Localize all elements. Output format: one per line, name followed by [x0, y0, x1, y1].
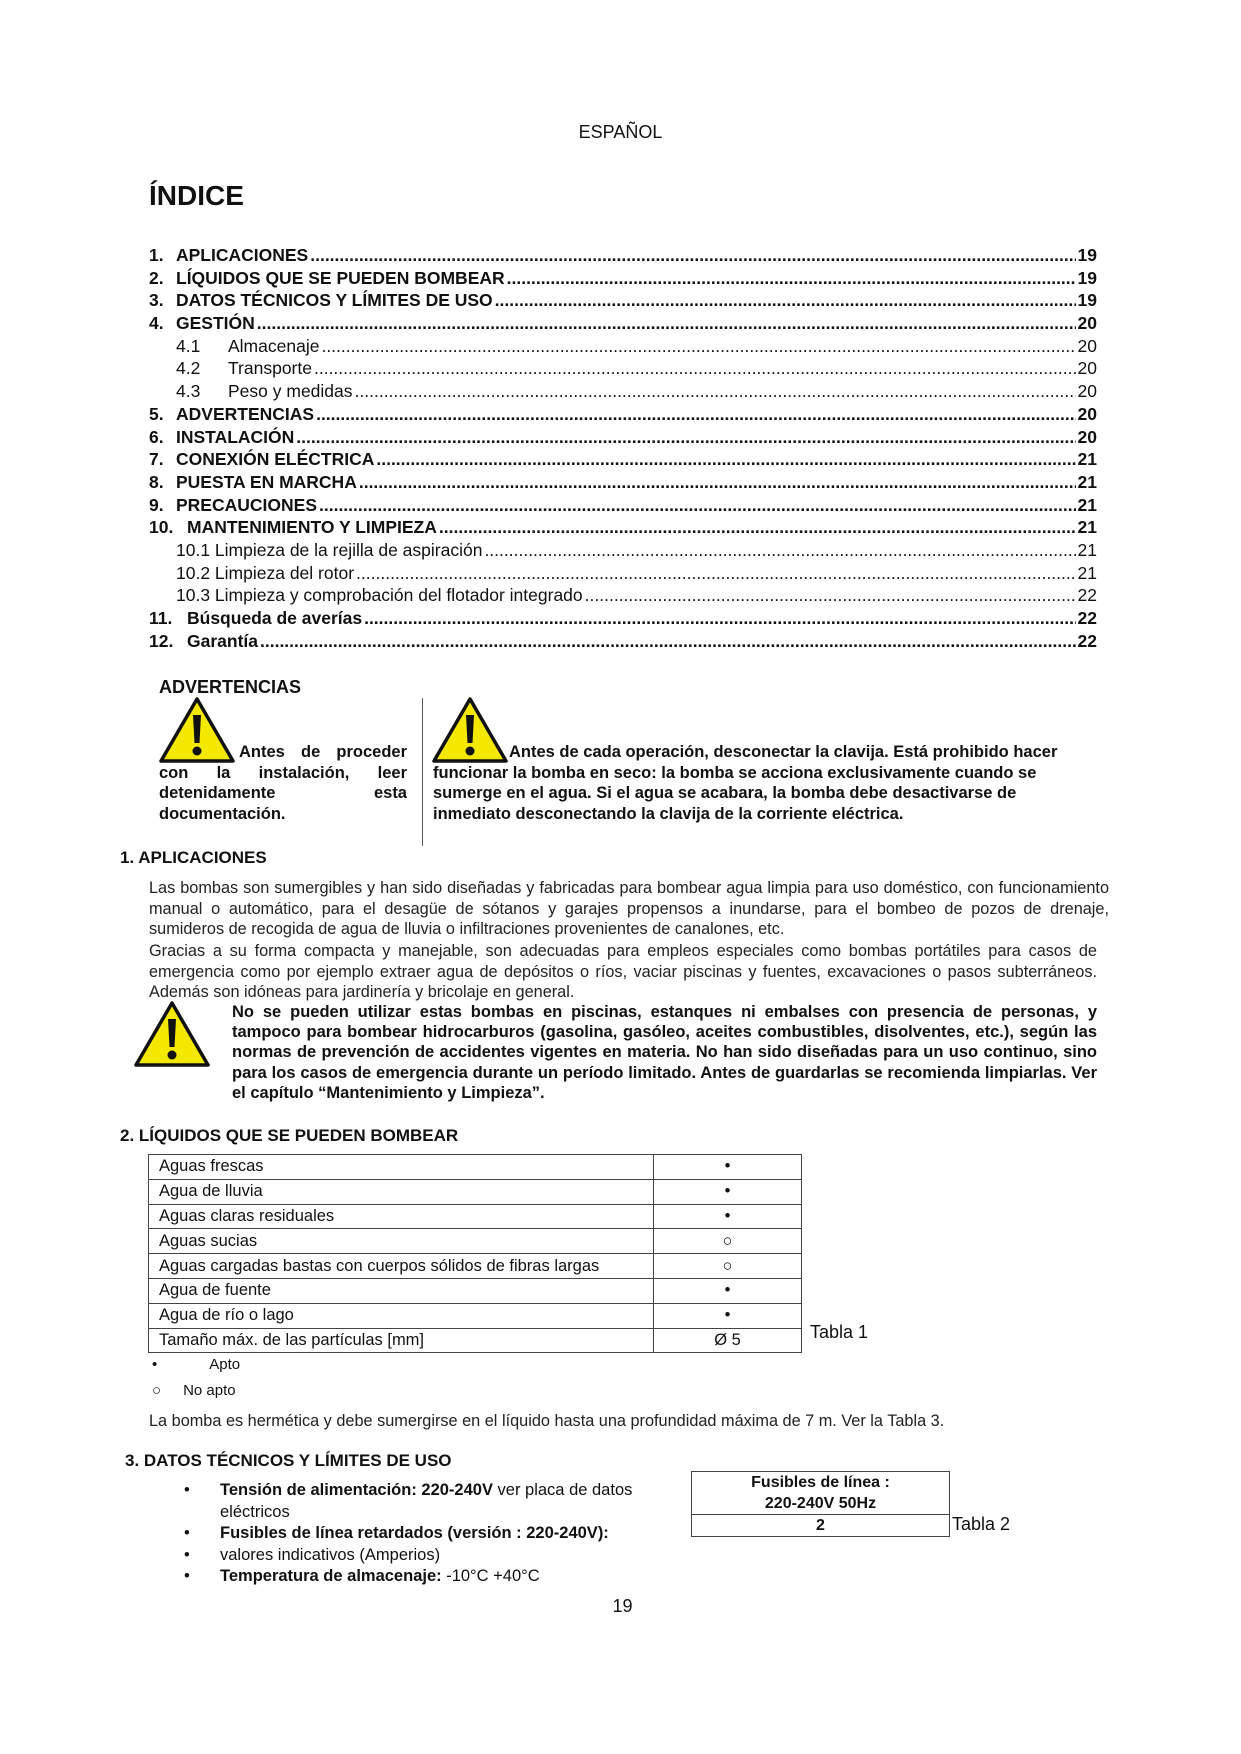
toc-leader [364, 608, 1075, 629]
toc-page: 21 [1077, 449, 1097, 470]
toc-label: PRECAUCIONES [176, 494, 317, 515]
liquid-cell: Aguas sucias [149, 1229, 654, 1254]
section-1-heading: 1. APLICACIONES [120, 848, 267, 867]
toc-entry[interactable] [149, 381, 1097, 404]
toc-page: 22 [1077, 630, 1097, 651]
toc-leader [355, 381, 1076, 402]
language-header: ESPAÑOL [578, 122, 663, 142]
toc-page: 20 [1077, 313, 1097, 334]
fuses-header: Fusibles de línea : 220-240V 50Hz [692, 1472, 950, 1515]
toc-number: 11. [149, 608, 173, 628]
toc-label: LÍQUIDOS QUE SE PUEDEN BOMBEAR [176, 267, 505, 288]
list-item: • Temperatura de almacenaje: -10°C +40°C [184, 1566, 674, 1588]
toc-page: 20 [1077, 403, 1097, 424]
liquid-cell: Aguas cargadas bastas con cuerpos sólidos de fibras largas [149, 1254, 654, 1279]
section-1-paragraph-2: Gracias a su forma compacta y manejable, son adecuadas para empleos especiales como bombas portátiles para casos de emergencia como por ejemplo extraer agua de depósitos o ríos, vaciar piscinas y fuentes, excavaciones o pasos subterráneos. Además son idóneas para jardinería y bricolaje en general. [149, 942, 1097, 1001]
warning-icon [134, 1001, 210, 1067]
legend-label: No apto [183, 1382, 236, 1399]
list-item: • valores indicativos (Amperios) [184, 1545, 674, 1567]
liquid-cell: Agua de lluvia [149, 1179, 654, 1204]
toc-label: MANTENIMIENTO Y LIMPIEZA [187, 517, 437, 538]
liquid-cell: Aguas claras residuales [149, 1204, 654, 1229]
list-item: • Tensión de alimentación: 220-240V ver placa de datos eléctricos [184, 1480, 674, 1523]
toc-leader [439, 517, 1076, 538]
toc-label: 10.1 Limpieza de la rejilla de aspiración [176, 539, 483, 560]
liquid-cell: Tamaño máx. de las partículas [mm] [149, 1328, 654, 1353]
toc-label: Transporte [228, 358, 312, 379]
toc-number: 4.1 [176, 335, 201, 356]
toc-entry[interactable] [149, 631, 1097, 654]
toc-page: 21 [1077, 539, 1097, 560]
toc-label: 10.3 Limpieza y comprobación del flotador integrado [176, 585, 583, 606]
liquid-cell: Aguas frescas [149, 1155, 654, 1180]
toc-label: 10.2 Limpieza del rotor [176, 562, 355, 583]
toc-number: 12. [149, 630, 174, 651]
liquid-cell: Agua de fuente [149, 1278, 654, 1303]
table-row [149, 1155, 802, 1180]
toc-number: 3. [149, 290, 164, 311]
page-title: ÍNDICE [149, 180, 244, 211]
warnings-heading: ADVERTENCIAS [159, 677, 302, 697]
toc-leader [356, 563, 1076, 584]
divider [422, 698, 423, 846]
toc-leader [495, 290, 1076, 311]
section-1-paragraph-1: Las bombas son sumergibles y han sido diseñadas y fabricadas para bombear agua limpia para uso doméstico, con funcionamiento manual o automático, para el desagüe de sótanos y garajes propensos a inundarse, para el bombeo de pozos de drenaje, sumideros de recogida de agua de lluvia o infiltraciones provenientes de canalones, etc. [149, 879, 1109, 938]
table-row [149, 1229, 802, 1254]
table-of-contents [149, 245, 1097, 653]
table-row [149, 1328, 802, 1353]
list-item: • Fusibles de línea retardados (versión : 220-240V): [184, 1523, 674, 1545]
toc-page: 21 [1077, 471, 1097, 492]
suitability-cell: • [654, 1179, 802, 1204]
tech-data-list [184, 1480, 674, 1588]
toc-page: 20 [1077, 335, 1097, 356]
suitability-cell: ○ [654, 1254, 802, 1279]
toc-label: INSTALACIÓN [176, 426, 295, 447]
liquid-cell: Agua de río o lago [149, 1303, 654, 1328]
toc-page: 20 [1077, 426, 1097, 447]
table-row [149, 1254, 802, 1279]
toc-entry[interactable] [149, 404, 1097, 427]
section-1-warning-text: No se pueden utilizar estas bombas en piscinas, estanques ni embalses con presencia de personas, y tampoco para bombear hidrocarburos (gasolina, gasóleo, aceites combustibles, disolventes, etc.), según las normas de prevención de accidentes vigentes en materia. No han sido diseñadas para un uso continuo, sino para los casos de emergencia durante un período limitado. Antes de guardarlas se recomienda limpiarlas. Ver el capítulo “Mantenimiento y Limpieza”. [232, 1003, 1097, 1102]
suitability-cell: ○ [654, 1229, 802, 1254]
table-row [149, 1303, 802, 1328]
suitability-cell: • [654, 1204, 802, 1229]
toc-entry[interactable] [149, 313, 1097, 336]
toc-entry[interactable] [149, 449, 1097, 472]
toc-leader [585, 585, 1076, 606]
toc-leader [319, 495, 1076, 516]
liquids-table [148, 1154, 802, 1353]
legend-symbol: ○ [152, 1382, 162, 1399]
toc-leader [316, 404, 1075, 425]
toc-leader [376, 449, 1075, 470]
section-3-heading: 3. DATOS TÉCNICOS Y LÍMITES DE USO [125, 1451, 452, 1470]
toc-leader [314, 358, 1076, 379]
toc-label: Almacenaje [228, 335, 320, 356]
legend-no-apto [152, 1382, 236, 1399]
fuses-value: 2 [692, 1515, 950, 1537]
toc-label: Garantía [187, 630, 258, 651]
suitability-cell: • [654, 1155, 802, 1180]
legend-apto [152, 1356, 240, 1373]
toc-entry[interactable] [149, 608, 1097, 631]
page-number: 19 [612, 1596, 633, 1616]
toc-entry[interactable] [149, 427, 1097, 450]
toc-entry[interactable] [149, 540, 1097, 563]
toc-number: 8. [149, 471, 164, 492]
toc-number: 7. [149, 449, 164, 470]
toc-leader [484, 540, 1075, 561]
table-row [149, 1179, 802, 1204]
suitability-cell: Ø 5 [654, 1328, 802, 1353]
toc-entry[interactable] [149, 336, 1097, 359]
toc-label: ADVERTENCIAS [176, 403, 315, 424]
toc-label: DATOS TÉCNICOS Y LÍMITES DE USO [176, 290, 493, 311]
toc-entry[interactable] [149, 290, 1097, 313]
suitability-cell: • [654, 1303, 802, 1328]
toc-number: 4.2 [176, 358, 201, 379]
table-row [149, 1204, 802, 1229]
toc-label: CONEXIÓN ELÉCTRICA [176, 449, 375, 470]
toc-page: 22 [1077, 585, 1097, 606]
toc-entry[interactable] [149, 245, 1097, 268]
toc-entry[interactable] [149, 495, 1097, 518]
suitability-cell: • [654, 1278, 802, 1303]
toc-page: 21 [1077, 494, 1097, 515]
legend-label: Apto [209, 1356, 241, 1373]
warning-left-text: Antes de proceder con la instalación, leer detenidamente esta documentación. [159, 743, 407, 823]
section-2-heading: 2. LÍQUIDOS QUE SE PUEDEN BOMBEAR [120, 1126, 459, 1145]
toc-page: 19 [1077, 245, 1097, 265]
toc-entry[interactable] [149, 268, 1097, 291]
toc-leader [260, 631, 1076, 652]
toc-page: 20 [1077, 381, 1097, 402]
toc-number: 4.3 [176, 381, 201, 402]
toc-entry[interactable] [149, 563, 1097, 586]
toc-page: 19 [1077, 290, 1097, 311]
toc-number: 10. [149, 517, 174, 538]
toc-number: 1. [149, 245, 164, 265]
toc-page: 21 [1077, 517, 1097, 538]
toc-leader [257, 313, 1076, 334]
table-1-caption: Tabla 1 [810, 1322, 869, 1342]
toc-label: GESTIÓN [176, 313, 255, 334]
fuses-table [691, 1471, 950, 1537]
toc-leader [507, 268, 1076, 289]
depth-note: La bomba es hermética y debe sumergirse en el líquido hasta una profundidad máxima de 7 m. Ver la Tabla 3. [149, 1412, 945, 1430]
toc-number: 2. [149, 267, 164, 288]
toc-entry[interactable] [149, 358, 1097, 381]
toc-label: PUESTA EN MARCHA [176, 471, 357, 492]
toc-page: 21 [1077, 562, 1097, 583]
legend-symbol: • [152, 1356, 158, 1373]
toc-page: 22 [1077, 608, 1097, 628]
toc-leader [321, 336, 1075, 357]
toc-leader [296, 427, 1075, 448]
toc-label: Peso y medidas [228, 381, 353, 402]
toc-number: 6. [149, 426, 164, 447]
toc-number: 5. [149, 403, 164, 424]
table-row [149, 1278, 802, 1303]
toc-label: APLICACIONES [176, 245, 309, 265]
toc-leader [359, 472, 1076, 493]
toc-leader [310, 245, 1075, 266]
toc-entry[interactable] [149, 517, 1097, 540]
toc-number: 4. [149, 313, 164, 334]
toc-page: 20 [1077, 358, 1097, 379]
table-2-caption: Tabla 2 [952, 1514, 1011, 1534]
toc-number: 9. [149, 494, 164, 515]
toc-entry[interactable] [149, 585, 1097, 608]
toc-page: 19 [1077, 267, 1097, 288]
toc-entry[interactable] [149, 472, 1097, 495]
warning-right-text: Antes de cada operación, desconectar la clavija. Está prohibido hacer funcionar la bomba en seco: la bomba se acciona exclusivamente cuando se sumerge en el agua. Si el agua se acabara, la bomba debe desactivarse de inmediato desconectando la clavija de la corriente eléctrica. [433, 743, 1058, 823]
toc-label: Búsqueda de averías [187, 608, 363, 628]
